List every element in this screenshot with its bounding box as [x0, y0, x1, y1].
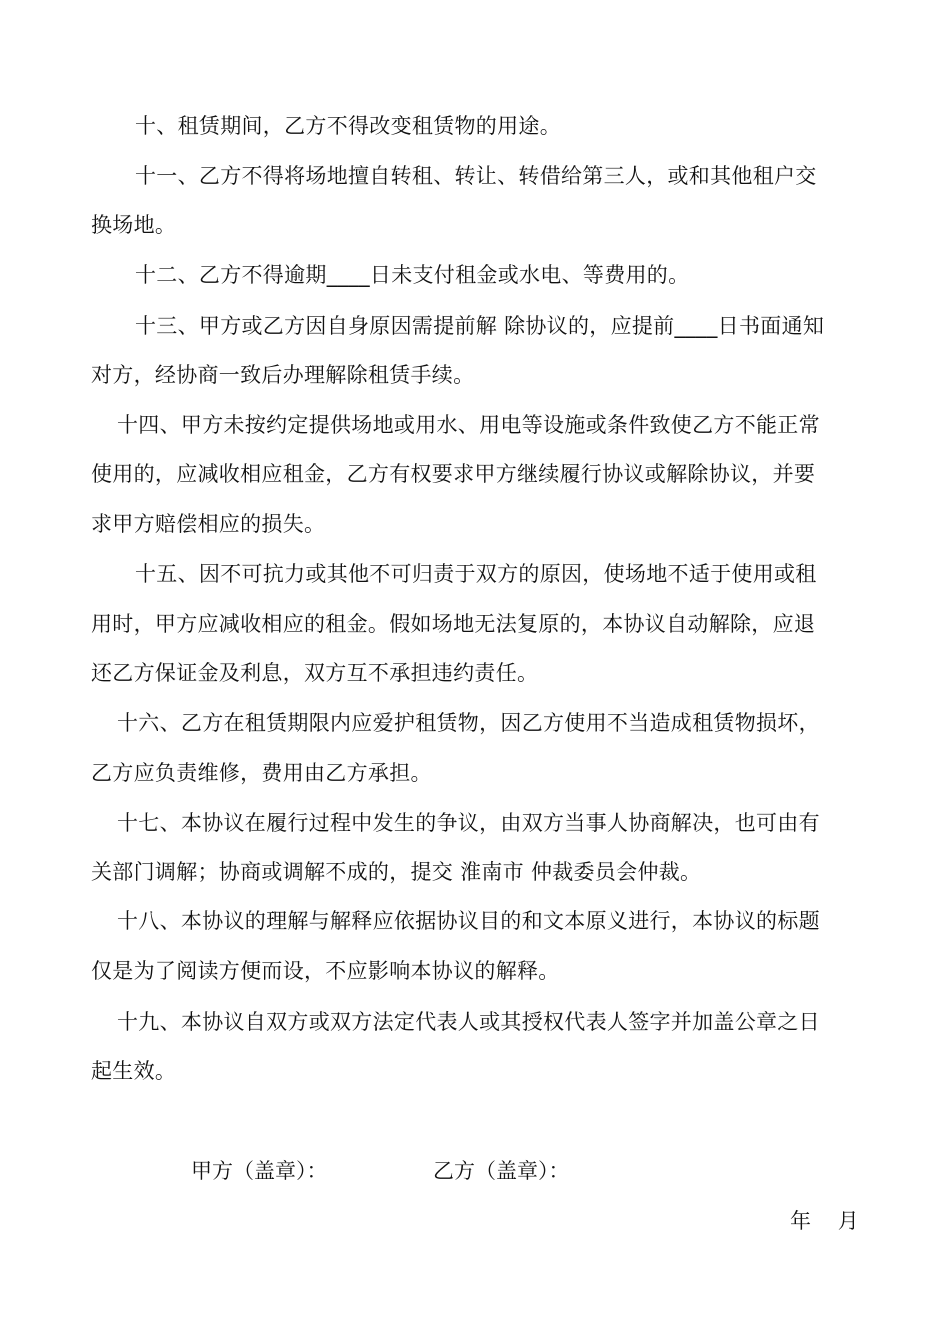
clause-11-line-1: 十一、乙方不得将场地擅自转租、转让、转借给第三人，或和其他租户交	[135, 164, 817, 188]
clause-12-line-1: 十二、乙方不得逾期____日未支付租金或水电、等费用的。	[135, 263, 690, 287]
clause-15-line-3: 还乙方保证金及利息，双方互不承担违约责任。	[91, 661, 539, 685]
clause-14-line-3: 求甲方赔偿相应的损失。	[91, 512, 326, 536]
clause-14-line-1: 十四、甲方未按约定提供场地或用水、用电等设施或条件致使乙方不能正常	[117, 413, 820, 437]
clause-19-line-2: 起生效。	[91, 1059, 177, 1083]
clause-17-line-2: 关部门调解；协商或调解不成的，提交 淮南市 仲裁委员会仲裁。	[91, 860, 702, 884]
clause-15-line-1: 十五、因不可抗力或其他不可归责于双方的原因，使场地不适于使用或租	[135, 562, 817, 586]
clause-16-line-1: 十六、乙方在租赁期限内应爱护租赁物，因乙方使用不当造成租赁物损坏，	[117, 711, 820, 735]
clause-15-line-2: 用时，甲方应减收相应的租金。假如场地无法复原的，本协议自动解除，应退	[91, 612, 816, 636]
party-b-seal-label: 乙方（盖章）：	[433, 1159, 570, 1183]
clause-13-line-1: 十三、甲方或乙方因自身原因需提前解 除协议的，应提前____日书面通知	[135, 314, 825, 338]
clause-16-line-2: 乙方应负责维修，费用由乙方承担。	[91, 761, 432, 785]
clause-10-line-1: 十、租赁期间，乙方不得改变租赁物的用途。	[135, 114, 561, 138]
clause-17-line-1: 十七、本协议在履行过程中发生的争议，由双方当事人协商解决，也可由有	[117, 811, 820, 835]
clause-18-line-1: 十八、本协议的理解与解释应依据协议目的和文本原义进行，本协议的标题	[117, 909, 820, 933]
date-line: 年 月	[790, 1209, 859, 1233]
clause-18-line-2: 仅是为了阅读方便而设，不应影响本协议的解释。	[91, 959, 560, 983]
clause-14-line-2: 使用的，应减收相应租金，乙方有权要求甲方继续履行协议或解除协议，并要	[91, 462, 816, 486]
clause-11-line-2: 换场地。	[91, 213, 177, 237]
party-a-seal-label: 甲方（盖章）：	[191, 1159, 328, 1183]
clause-13-line-2: 对方，经协商一致后办理解除租赁手续。	[91, 363, 475, 387]
clause-19-line-1: 十九、本协议自双方或双方法定代表人或其授权代表人签字并加盖公章之日	[117, 1010, 820, 1034]
